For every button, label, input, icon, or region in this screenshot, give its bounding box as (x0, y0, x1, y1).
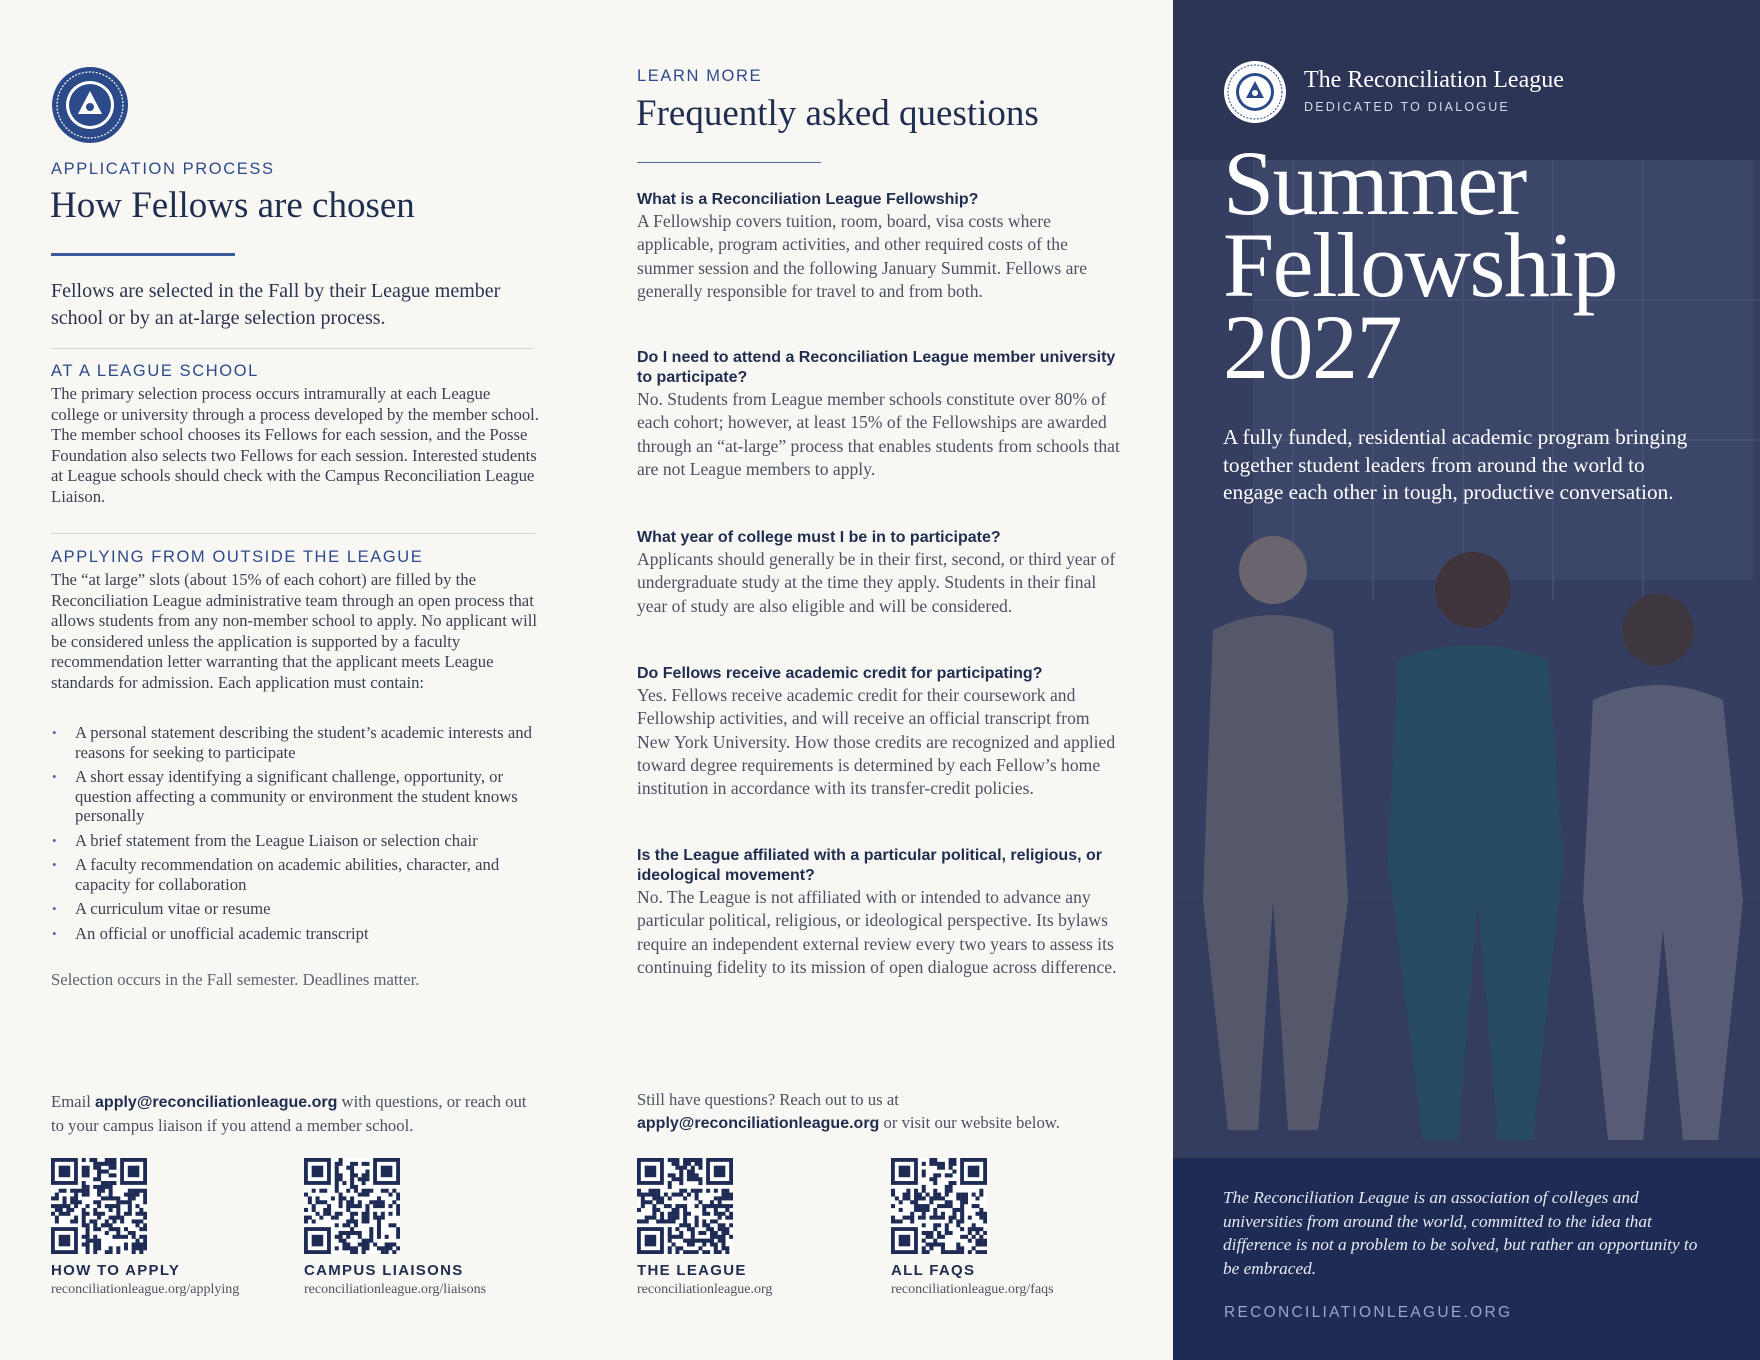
outside-league-text: The “at large” slots (about 15% of each cohort) are filled by the Reconciliation League administrative team through an open process that allows students from any non-member school to apply. No applicant will be considered unless the application is supported by a faculty recommendation letter warranting that the applicant meets League standards for admission. Each application must contain: (51, 570, 538, 692)
faq-question: Do I need to attend a Reconciliation League member university to participate? (637, 349, 1116, 386)
faq-question: Do Fellows receive academic credit for participating? (637, 665, 1043, 682)
qr-all-faqs[interactable] (891, 1158, 1131, 1298)
faq-item (637, 846, 1125, 979)
outside-league-heading: APPLYING FROM OUTSIDE THE LEAGUE (51, 548, 424, 566)
contact-text: Email apply@reconciliationleague.org with questions, or reach out to your campus liaison if you attend a member school. (51, 1092, 527, 1135)
list-item: • A personal statement describing the student’s academic interests and reasons for seeking to participate (51, 723, 541, 762)
league-school-text: The primary selection process occurs intramurally at each League college or university through a process developed by the member school. The member school chooses its Fellows for each session, and the Posse Foundation also selects two Fellows for each session. Interested students at League schools should check with the Campus Reconciliation League Liaison. (51, 384, 539, 506)
qr-title: CAMPUS LIAISONS (304, 1262, 464, 1279)
faq-answer: No. Students from League member schools constitute over 80% of each cohort; however, at least 15% of the Fellowships are awarded through an “at-large” process that enables students from schools that are not League members to apply. (637, 389, 1120, 479)
faq-item (637, 348, 1125, 481)
qr-url[interactable]: reconciliationleague.org/applying (51, 1282, 240, 1297)
list-item: • A short essay identifying a significant challenge, opportunity, or question affecting a community or environment the student knows personally (51, 767, 541, 826)
faq-answer: A Fellowship covers tuition, room, board, visa costs where applicable, program activities, and other required costs of the summer session and the following January Summit. Fellows are generally responsible for travel to and from both. (637, 211, 1088, 301)
qr-how-to-apply[interactable] (51, 1158, 291, 1298)
website-link[interactable]: RECONCILIATIONLEAGUE.ORG (1224, 1304, 1513, 1321)
brand-tagline: DEDICATED TO DIALOGUE (1304, 100, 1510, 114)
faq-title: Frequently asked questions (636, 93, 1039, 134)
divider (51, 533, 535, 534)
qr-code-icon[interactable] (637, 1158, 733, 1254)
title-rule (51, 253, 235, 256)
selection-note: Selection occurs in the Fall semester. Deadlines matter. (51, 970, 420, 989)
page-title: How Fellows are chosen (50, 185, 415, 226)
faq-answer: Applicants should generally be in their first, second, or third year of undergraduate study at the time they apply. Students in their final year of study are also eligible and will be considered. (637, 549, 1116, 616)
list-item: • A faculty recommendation on academic abilities, character, and capacity for collaboration (51, 855, 541, 894)
qr-code-icon[interactable] (891, 1158, 987, 1254)
qr-code-icon[interactable] (304, 1158, 400, 1254)
requirements-list (51, 723, 541, 948)
list-item: • A curriculum vitae or resume (51, 899, 541, 919)
email-link[interactable]: apply@reconciliationleague.org (95, 1094, 338, 1111)
league-seal-icon (1223, 60, 1287, 124)
qr-code-icon[interactable] (51, 1158, 147, 1254)
faq-answer: Yes. Fellows receive academic credit for their coursework and Fellowship activities, and will receive an official transcript from New York University. How those credits are recognized and applied toward degree requirements is determined by each Fellow’s home institution in accordance with its transfer-credit policies. (637, 685, 1116, 799)
qr-title: THE LEAGUE (637, 1262, 747, 1279)
hero-subtitle: A fully funded, residential academic program bringing together student leaders from around the world to engage each other in tough, productive conversation. (1223, 425, 1688, 504)
list-item: • An official or unofficial academic transcript (51, 924, 541, 944)
faq-rule (637, 162, 821, 163)
email-link[interactable]: apply@reconciliationleague.org (637, 1115, 880, 1132)
brand-name: The Reconciliation League (1304, 67, 1564, 93)
qr-title: HOW TO APPLY (51, 1262, 181, 1279)
faq-item (637, 664, 1125, 800)
faq-item (637, 528, 1125, 618)
divider (51, 348, 535, 349)
faq-question: Is the League affiliated with a particular political, religious, or ideological movement? (637, 847, 1102, 884)
qr-the-league[interactable] (637, 1158, 877, 1298)
qr-title: ALL FAQS (891, 1262, 976, 1279)
faq-item (637, 190, 1125, 303)
league-school-heading: AT A LEAGUE SCHOOL (51, 362, 259, 380)
faq-answer: No. The League is not affiliated with or intended to advance any particular political, religious, or ideological perspective. Its bylaws require an independent external review every two years to assess its continuing fidelity to its mission of open dialogue across difference. (637, 887, 1117, 977)
hero-title: Summer Fellowship 2027 (1223, 132, 1617, 398)
qr-url[interactable]: reconciliationleague.org/faqs (891, 1282, 1054, 1297)
section-eyebrow: APPLICATION PROCESS (51, 160, 275, 178)
faq-contact-text: Still have questions? Reach out to us at apply@reconciliationleague.org or visit our website below. (637, 1090, 1060, 1132)
qr-url[interactable]: reconciliationleague.org/liaisons (304, 1282, 487, 1297)
faq-question: What is a Reconciliation League Fellowship? (637, 191, 979, 208)
qr-campus-liaisons[interactable] (304, 1158, 544, 1298)
league-seal-icon (50, 65, 130, 145)
list-item: • A brief statement from the League Liaison or selection chair (51, 831, 541, 851)
faq-eyebrow: LEARN MORE (637, 67, 763, 85)
mission-statement: The Reconciliation League is an association of colleges and universities from around the world, committed to the idea that difference is not a problem to be solved, but rather an opportunity to be embraced. (1223, 1188, 1698, 1278)
qr-url[interactable]: reconciliationleague.org (637, 1282, 773, 1297)
faq-question: What year of college must I be in to participate? (637, 529, 1001, 546)
intro-text: Fellows are selected in the Fall by their League member school or by an at-large selection process. (51, 280, 501, 329)
